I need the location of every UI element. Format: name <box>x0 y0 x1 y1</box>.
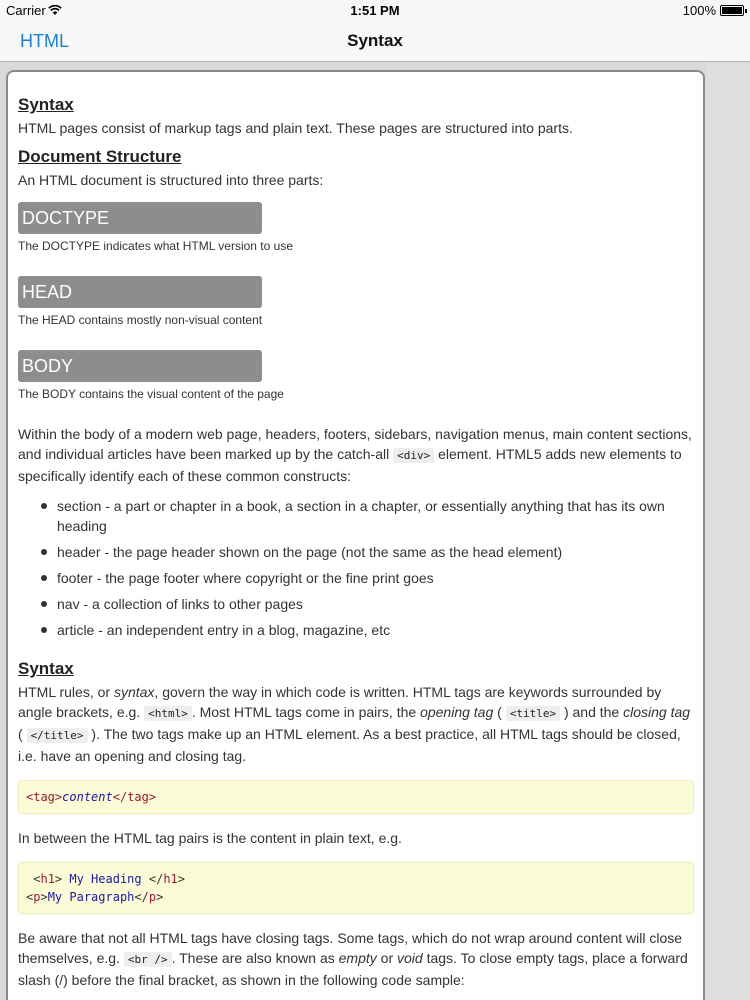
part-label: DOCTYPE <box>18 202 262 234</box>
list-item: article - an independent entry in a blog, magazine, etc <box>38 620 694 640</box>
battery-icon <box>720 5 744 16</box>
part-description: The HEAD contains mostly non-visual content <box>18 313 263 327</box>
emphasis: closing tag <box>623 704 691 720</box>
code-token: > <box>148 790 157 804</box>
section-heading-syntax: Syntax <box>18 95 74 114</box>
part-description: The DOCTYPE indicates what HTML version to use <box>18 239 293 253</box>
text-run: element. HTML5 adds new elements to specifically identify each of these common constructs: <box>18 446 682 484</box>
text-run: tags. To close empty tags, place a forward slash (/) before the final bracket, as shown in the following code sample: <box>18 950 688 988</box>
side-gutter <box>706 62 750 1000</box>
code-line <box>26 888 686 906</box>
code-token: </ <box>112 790 128 804</box>
part-label: HEAD <box>18 276 262 308</box>
syntax-paragraph <box>18 682 694 766</box>
part-doctype <box>18 202 694 254</box>
code-token: p <box>148 890 157 904</box>
code-token: tag <box>33 790 55 804</box>
code-token: > <box>54 790 63 804</box>
text-run: ( <box>493 704 506 720</box>
text-run: . These are also known as <box>171 950 339 966</box>
code-token: < <box>33 872 41 886</box>
code-token: </ <box>148 872 164 886</box>
article <box>18 94 694 1000</box>
section-heading-syntax-rules: Syntax <box>18 659 74 678</box>
part-description: The BODY contains the visual content of the page <box>18 387 284 401</box>
text-run: or <box>376 950 397 966</box>
text-run: . Most HTML tags come in pairs, the <box>191 704 421 720</box>
code-token: > <box>54 872 63 886</box>
code-token: </ <box>134 890 149 904</box>
list-item: nav - a collection of links to other pages <box>38 594 694 614</box>
structure-paragraph: An HTML document is structured into three parts: <box>18 172 324 188</box>
emphasis: void <box>397 950 423 966</box>
emphasis: opening tag <box>420 704 494 720</box>
back-button[interactable]: HTML <box>20 31 69 51</box>
text-run: Within the body of a modern web page, headers, footers, sidebars, navigation menus, main content sections, and individual articles have been marked up by the catch-all <box>18 426 692 462</box>
code-token: My Heading <box>62 872 149 886</box>
void-tags-paragraph <box>18 928 694 990</box>
battery-percent: 100% <box>682 3 716 18</box>
code-token: tag <box>127 790 149 804</box>
code-title: <title> <box>506 706 560 721</box>
list-item: section - a part or chapter in a book, a section in a chapter, or essentially anything that has its own heading <box>38 496 694 536</box>
code-line <box>26 870 686 888</box>
carrier-label: Carrier <box>6 3 46 18</box>
code-token: > <box>156 890 164 904</box>
body-paragraph <box>18 424 694 486</box>
emphasis: syntax <box>113 684 155 700</box>
constructs-list <box>38 496 694 640</box>
code-token: > <box>40 890 48 904</box>
pairs-paragraph: In between the HTML tag pairs is the content in plain text, e.g. <box>18 830 402 846</box>
section-heading-document-structure: Document Structure <box>18 147 182 166</box>
text-run: ( <box>18 726 27 742</box>
text-run: ). The two tags make up an HTML element. As a best practice, all HTML tags should be closed, i.e. have an opening and closing tag. <box>18 726 681 764</box>
code-sample-tag <box>18 780 694 814</box>
text-run: , govern the way in which code is written. HTML tags are keywords surrounded by angle brackets, e.g. <box>18 684 662 720</box>
code-token: < <box>26 790 34 804</box>
code-close-title: </title> <box>27 728 88 743</box>
code-token: < <box>26 890 34 904</box>
content-panel[interactable] <box>6 70 705 1000</box>
code-sample-heading <box>18 862 694 914</box>
emphasis: empty <box>338 950 377 966</box>
status-bar <box>0 0 750 22</box>
text-run: HTML rules, or <box>18 684 114 700</box>
text-run: ) and the <box>560 704 624 720</box>
code-token: > <box>177 872 185 886</box>
code-html: <html> <box>144 706 192 721</box>
list-item: footer - the page footer where copyright or the fine print goes <box>38 568 694 588</box>
text-run: Be aware that not all HTML tags have closing tags. Some tags, which do not wrap around content will close themselves, e.g. <box>18 930 683 966</box>
code-token: h1 <box>163 872 178 886</box>
code-token: p <box>33 890 41 904</box>
intro-paragraph: HTML pages consist of markup tags and plain text. These pages are structured into parts. <box>18 120 573 136</box>
clock: 1:51 PM <box>350 3 400 18</box>
part-body <box>18 350 694 402</box>
navigation-bar <box>0 22 750 62</box>
page-title: Syntax <box>347 31 403 50</box>
code-token: content <box>62 790 113 804</box>
code-token: My Paragraph <box>47 890 135 904</box>
code-div: <div> <box>393 448 434 463</box>
part-head <box>18 276 694 328</box>
list-item: header - the page header shown on the page (not the same as the head element) <box>38 542 694 562</box>
code-token: h1 <box>40 872 55 886</box>
part-label: BODY <box>18 350 262 382</box>
code-br: <br /> <box>124 952 172 967</box>
